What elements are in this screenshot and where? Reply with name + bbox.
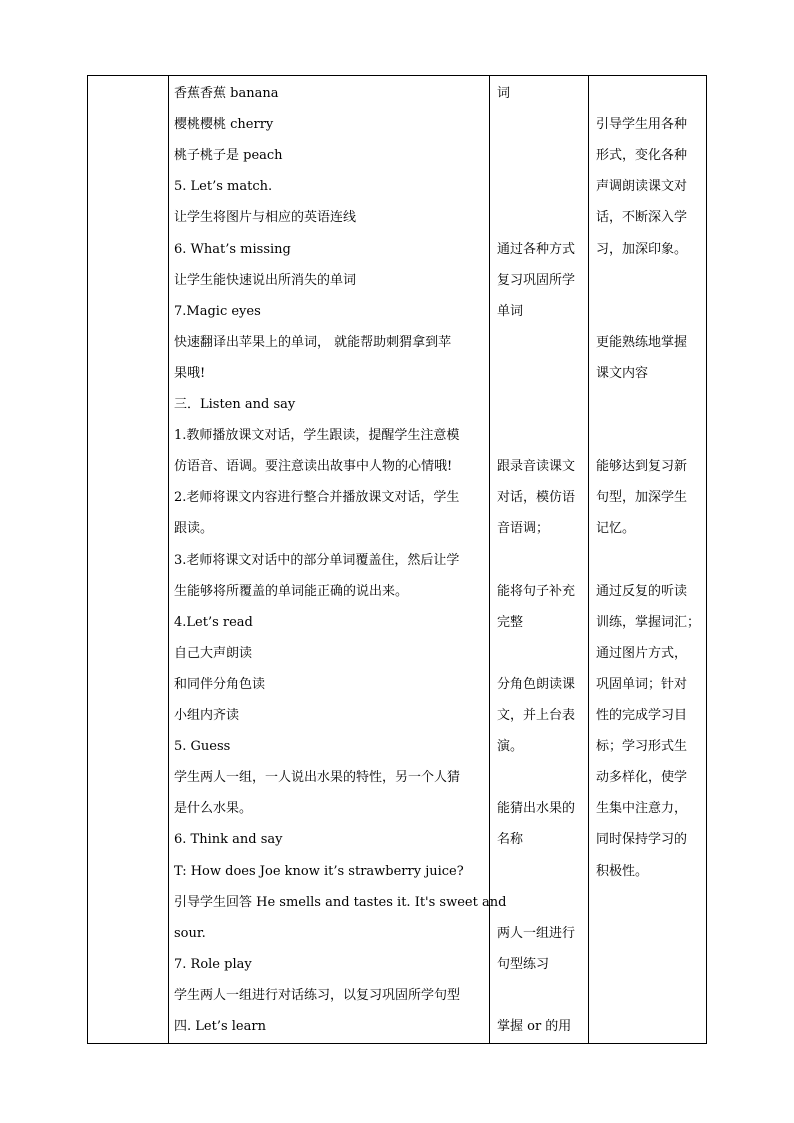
student-activity-line: 句型练习 <box>497 956 550 972</box>
design-intent-line: 巩固单词；针对 <box>596 676 688 692</box>
design-intent-line: 句型，加深学生 <box>596 490 688 506</box>
design-intent-line: 通过反复的听读 <box>596 583 688 599</box>
student-activity-line: 对话，模仿语 <box>497 490 576 506</box>
student-activity-line: 名称 <box>497 832 524 848</box>
design-intent-line: 能够达到复习新 <box>596 459 688 475</box>
activity-line: 桃子桃子是 peach <box>174 148 283 164</box>
design-intent-line: 声调朗读课文对 <box>596 179 688 195</box>
activity-line: 香蕉香蕉 banana <box>174 86 279 101</box>
activity-line: 生能够将所覆盖的单词能正确的说出来。 <box>174 583 409 599</box>
student-activity-line: 跟录音读课文 <box>497 459 576 475</box>
design-intent-line: 生集中注意力， <box>596 801 688 817</box>
activity-line: 让学生能快速说出所消失的单词 <box>174 272 357 288</box>
activity-line: 三．Listen and say <box>174 397 296 412</box>
design-intent-line: 更能熟练地掌握 <box>596 334 688 350</box>
student-activity-line: 通过各种方式 <box>497 241 576 257</box>
activity-line: 仿语音、语调。要注意读出故事中人物的心情哦! <box>174 459 453 475</box>
student-activity-line: 演。 <box>497 739 524 755</box>
design-intent-line: 标；学习形式生 <box>596 739 688 755</box>
activity-line: 四. Let’s learn <box>174 1019 266 1034</box>
design-intent-line: 话，不断深入学 <box>596 210 688 226</box>
activity-line: 自己大声朗读 <box>174 645 253 661</box>
activity-line: 学生两人一组，一人说出水果的特性，另一个人猜 <box>174 770 461 786</box>
activity-line: 让学生将图片与相应的英语连线 <box>174 210 357 226</box>
activity-line: 7.Magic eyes <box>174 303 261 319</box>
activity-line: T: How does Joe know it’s strawberry juice? <box>174 863 464 879</box>
student-activity-line: 能猜出水果的 <box>497 801 576 817</box>
activity-line: 6. What’s missing <box>174 241 291 257</box>
activity-line: 是什么水果。 <box>174 801 253 817</box>
lesson-plan-table <box>87 75 707 1044</box>
activity-line: 1.教师播放课文对话，学生跟读，提醒学生注意模 <box>174 428 460 444</box>
activity-line: 3.老师将课文对话中的部分单词覆盖住，然后让学 <box>174 552 460 568</box>
design-intent-line: 记忆。 <box>596 521 636 537</box>
activity-line: 樱桃樱桃 cherry <box>174 117 274 133</box>
design-intent-line: 同时保持学习的 <box>596 832 688 848</box>
student-activity-line: 两人一组进行 <box>497 925 576 941</box>
student-activity-line: 复习巩固所学 <box>497 272 576 288</box>
student-activity-line: 词 <box>497 86 511 101</box>
student-activity-line: 单词 <box>497 303 524 319</box>
student-activity-line: 完整 <box>497 614 524 630</box>
activity-line: 5. Let’s match. <box>174 179 273 195</box>
activity-line: 5. Guess <box>174 739 231 755</box>
design-intent-line: 通过图片方式， <box>596 645 688 661</box>
column-divider <box>168 76 169 1043</box>
activity-line: 学生两人一组进行对话练习，以复习巩固所学句型 <box>174 987 461 1003</box>
activity-line: sour. <box>174 925 206 941</box>
student-activity-line: 文，并上台表 <box>497 708 576 723</box>
design-intent-line: 训练，掌握词汇； <box>596 614 701 630</box>
design-intent-line: 性的完成学习目 <box>596 708 688 723</box>
design-intent-line: 引导学生用各种 <box>596 117 688 133</box>
design-intent-line: 课文内容 <box>596 365 649 381</box>
design-intent-line: 习，加深印象。 <box>596 241 688 257</box>
activity-line: 跟读。 <box>174 521 214 537</box>
student-activity-line: 音语调； <box>497 521 550 537</box>
activity-line: 引导学生回答 He smells and tastes it. It's sweet and <box>174 894 507 910</box>
activity-line: 7. Role play <box>174 956 252 972</box>
design-intent-line: 积极性。 <box>596 863 649 879</box>
student-activity-line: 能将句子补充 <box>497 583 576 599</box>
activity-line: 4.Let’s read <box>174 614 253 630</box>
column-divider <box>588 76 589 1043</box>
activity-line: 6. Think and say <box>174 832 283 848</box>
design-intent-line: 形式，变化各种 <box>596 148 688 164</box>
student-activity-line: 分角色朗读课 <box>497 676 576 692</box>
activity-line: 果哦! <box>174 365 206 381</box>
activity-line: 和同伴分角色读 <box>174 676 266 692</box>
activity-line: 2.老师将课文内容进行整合并播放课文对话，学生 <box>174 490 460 506</box>
activity-line: 快速翻译出苹果上的单词， 就能帮助刺猬拿到苹 <box>174 334 452 350</box>
design-intent-line: 动多样化，使学 <box>596 770 688 786</box>
student-activity-line: 掌握 or 的用 <box>497 1019 572 1034</box>
activity-line: 小组内齐读 <box>174 708 240 723</box>
